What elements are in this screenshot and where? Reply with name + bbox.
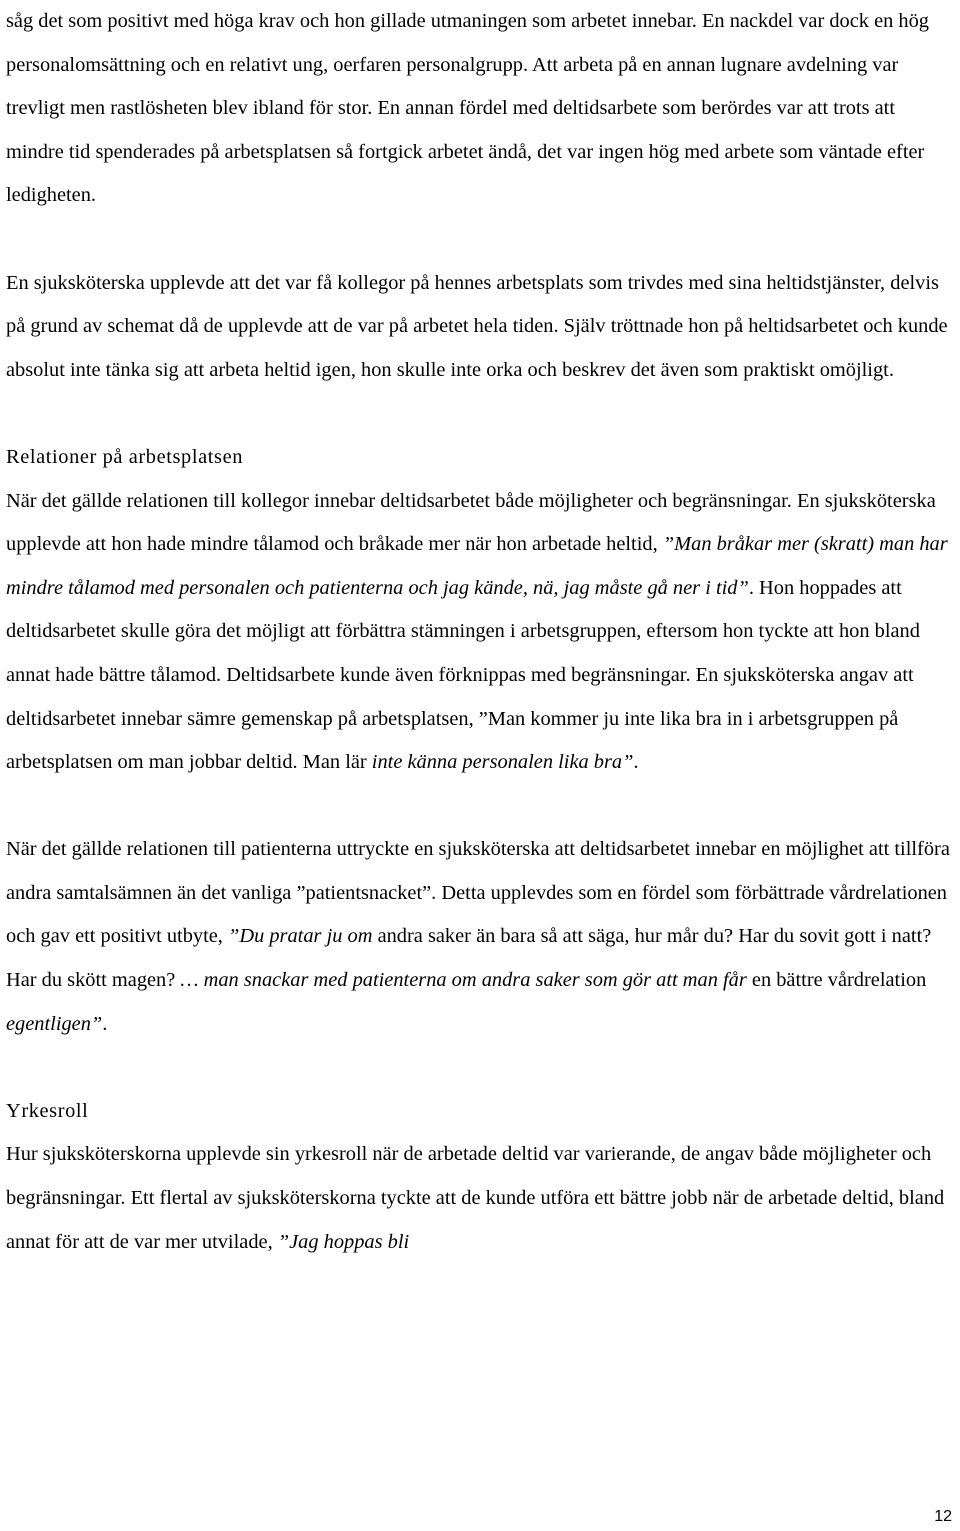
- paragraph-gap: [6, 1046, 956, 1090]
- body-paragraph-yrkesroll-1: [6, 1133, 956, 1264]
- body-paragraph-relationer-1: [6, 480, 956, 785]
- text-run: andra saker än bara så att säga, hur mår du? Har du sovit gott i natt? Har du skött magen?: [6, 925, 932, 992]
- paragraph-gap: [6, 785, 956, 829]
- interview-quote: ”Man bråkar mer (skratt) man har mindre tålamod med personalen och patienterna och jag kände, nä, jag måste gå ner i tid”: [6, 533, 948, 599]
- section-heading-yrkesroll: Yrkesroll: [6, 1099, 89, 1122]
- interview-quote: ”Jag hoppas bli: [277, 1230, 410, 1253]
- text-run: en bättre vårdrelation: [746, 969, 927, 992]
- text-run: .: [633, 751, 639, 774]
- paragraph-1-text: såg det som positivt med höga krav och hon gillade utmaningen som arbetet innebar. En nackdel var dock en hög personalomsättning och en relativt ung, oerfaren personalgrupp. Att arbeta på en annan lugnare avdelning var trevligt men rastlösheten blev ibland för stor. En annan fördel med deltidsarbete som berördes var att trots att mindre tid spenderades på arbetsplatsen så fortgick arbetet ändå, det var ingen hög med arbete som väntade efter ledigheten.: [6, 10, 930, 207]
- body-paragraph-2: [6, 262, 956, 393]
- page-number: 12: [934, 1508, 952, 1525]
- paragraph-gap: [6, 392, 956, 436]
- text-run: Hur sjuksköterskorna upplevde sin yrkesroll när de arbetade deltid var varierande, de angav både möjligheter och begränsningar. Ett flertal av sjuksköterskorna tyckte att de kunde utföra ett bättre jobb när de arbetade deltid, bland annat för att de var mer utvilade,: [6, 1143, 945, 1253]
- interview-quote: inte känna personalen lika bra”: [371, 751, 634, 774]
- text-run: .: [102, 1012, 108, 1035]
- document-page: [6, 0, 956, 1264]
- interview-quote: egentligen”: [6, 1012, 103, 1035]
- text-run: När det gällde relationen till kollegor innebar deltidsarbetet både möjligheter och begränsningar. En sjuksköterska upplevde att hon hade mindre tålamod och bråkade mer när hon arbetade heltid,: [6, 489, 936, 556]
- body-paragraph-relationer-2: [6, 828, 956, 1046]
- section-heading-relationer: Relationer på arbetsplatsen: [6, 445, 244, 468]
- text-run: . Hon hoppades att deltidsarbetet skulle göra det möjligt att förbättra stämningen i arbetsgruppen, eftersom hon tyckte att hon bland annat hade bättre tålamod. Deltidsarbete kunde även förknippas med begränsningar. En sjuksköterska angav att deltidsarbetet innebar sämre gemenskap på arbetsplatsen, ”Man kommer ju inte lika bra in i arbetsgruppen på arbetsplatsen om man jobbar deltid. Man lär: [6, 576, 920, 774]
- body-paragraph-1: [6, 0, 956, 218]
- text-run: När det gällde relationen till patienterna uttryckte en sjuksköterska att deltidsarbetet innebar en möjlighet att tillföra andra samtalsämnen än det vanliga ”patientsnacket”. Detta upplevdes som en fördel som förbättrade vårdrelationen och gav ett positivt utbyte,: [6, 838, 950, 948]
- interview-quote: ”Du pratar ju om: [228, 925, 373, 948]
- paragraph-gap: [6, 218, 956, 262]
- paragraph-2-text: En sjuksköterska upplevde att det var få kollegor på hennes arbetsplats som trivdes med sina heltidstjänster, delvis på grund av schemat då de upplevde att de var på arbetet hela tiden. Själv tröttnade hon på heltidsarbetet och kunde absolut inte tänka sig att arbeta heltid igen, hon skulle inte orka och beskrev det även som praktiskt omöjligt.: [6, 271, 948, 381]
- interview-quote: … man snackar med patienterna om andra saker som gör att man får: [180, 969, 747, 992]
